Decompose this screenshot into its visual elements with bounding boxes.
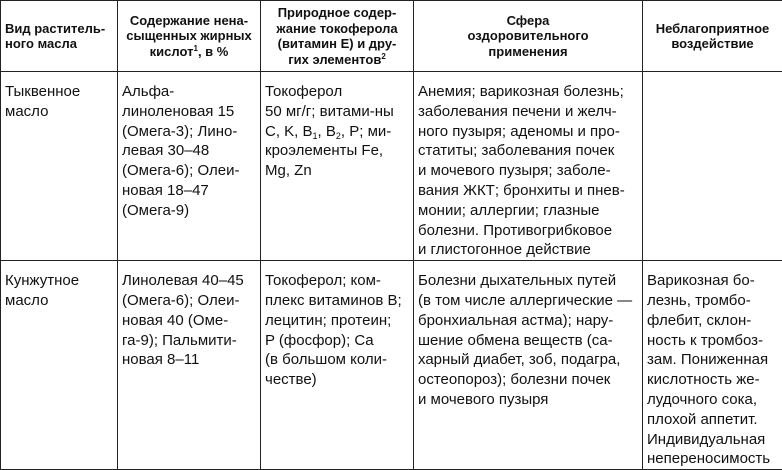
text-line: га-9); Пальмити- xyxy=(122,331,258,351)
header-oil-type xyxy=(1,1,118,72)
text-line: харный диабет, зоб, подагра, xyxy=(418,350,640,370)
cell-oil-name xyxy=(1,72,118,261)
text-line: Сфера xyxy=(417,13,639,29)
table-row xyxy=(1,72,782,261)
text-line: статиты; заболевания почек xyxy=(418,141,640,161)
text-line: новая 40 (Оме- xyxy=(122,311,258,331)
text-line: шение обмена веществ (са- xyxy=(418,331,640,351)
header-application xyxy=(414,1,643,72)
text-line: кислотность же- xyxy=(647,370,780,390)
cell-tocopherol xyxy=(261,261,414,470)
text-line: и глистогонное действие xyxy=(418,240,640,260)
table-row xyxy=(1,261,782,470)
text-line: непереносимость xyxy=(647,449,780,469)
cell-fatty-acids xyxy=(118,261,261,470)
text-line: зам. Пониженная xyxy=(647,350,780,370)
text-line: масло xyxy=(5,291,115,311)
cell-adverse-effects xyxy=(643,261,782,470)
text-line: Анемия; варикозная болезнь; xyxy=(418,82,640,102)
text-line: ность к тромбоз- xyxy=(647,331,780,351)
text-line: (в том числе аллергические — xyxy=(418,291,640,311)
header-tocopherol xyxy=(261,1,414,72)
text-line: (Омега-9) xyxy=(122,201,258,221)
text-line: P (фосфор); Ca xyxy=(265,331,411,351)
text-line: лецитин; протеин; xyxy=(265,311,411,331)
cell-adverse-effects xyxy=(643,72,782,261)
text-line: (Омега-6); Олеи- xyxy=(122,161,258,181)
cell-application xyxy=(414,261,643,470)
text-line: Линолевая 40–45 xyxy=(122,271,258,291)
text-line: гих элементов$^2$ xyxy=(264,52,410,68)
text-line: Природное содер- xyxy=(264,5,410,21)
text-line: применения xyxy=(417,44,639,60)
text-line: C, K, $B_1$, $B_2$, P; ми- xyxy=(265,122,411,142)
text-line: Варикозная бо- xyxy=(647,271,780,291)
text-line: Кунжутное xyxy=(5,271,115,291)
text-line: Токоферол xyxy=(265,82,411,102)
header-adverse-effects xyxy=(643,1,782,72)
text-line: (в большом коли- xyxy=(265,350,411,370)
text-line: кислот$^1$, в % xyxy=(121,44,257,60)
text-line: флебит, склон- xyxy=(647,311,780,331)
cell-tocopherol xyxy=(261,72,414,261)
text-line: вания ЖКТ; бронхиты и пнев- xyxy=(418,181,640,201)
text-line: Болезни дыхательных путей xyxy=(418,271,640,291)
text-line: Mg, Zn xyxy=(265,161,411,181)
text-line: сыщенных жирных xyxy=(121,28,257,44)
text-line: и мочевого пузыря; заболе- xyxy=(418,161,640,181)
text-line: новая 8–11 xyxy=(122,350,258,370)
text-line: заболевания печени и желч- xyxy=(418,102,640,122)
text-line: остеопороз); болезни почек xyxy=(418,370,640,390)
text-line: и мочевого пузыря xyxy=(418,390,640,410)
cell-application xyxy=(414,72,643,261)
text-line: честве) xyxy=(265,370,411,390)
text-line: жание токоферола xyxy=(264,21,410,37)
text-line: масло xyxy=(5,102,115,122)
cell-fatty-acids xyxy=(118,72,261,261)
text-line: Содержание нена- xyxy=(121,13,257,29)
text-line: болезни. Противогрибковое xyxy=(418,221,640,241)
text-line: монии; аллергии; глазные xyxy=(418,201,640,221)
text-line: плохой аппетит. xyxy=(647,410,780,430)
text-line: Вид раститель- xyxy=(5,21,114,37)
text-line: кроэлементы Fe, xyxy=(265,141,411,161)
header-fatty-acids xyxy=(118,1,261,72)
text-line: воздействие xyxy=(646,36,779,52)
text-line: лезнь, тромбо- xyxy=(647,291,780,311)
text-line: 50 мг/г; витами-ны xyxy=(265,102,411,122)
text-line: лудочного сока, xyxy=(647,390,780,410)
text-line: плекс витаминов B; xyxy=(265,291,411,311)
text-line: Тыквенное xyxy=(5,82,115,102)
header-row xyxy=(1,1,782,72)
text-line: левая 30–48 xyxy=(122,141,258,161)
text-line: новая 18–47 xyxy=(122,181,258,201)
cell-oil-name xyxy=(1,261,118,470)
text-line: (витамин Е) и дру- xyxy=(264,36,410,52)
text-line: ного пузыря; аденомы и про- xyxy=(418,122,640,142)
text-line: (Омега-6); Олеи- xyxy=(122,291,258,311)
text-line: Альфа- xyxy=(122,82,258,102)
text-line: Токоферол; ком- xyxy=(265,271,411,291)
text-line: оздоровительного xyxy=(417,28,639,44)
text-line: Неблагоприятное xyxy=(646,21,779,37)
text-line: линоленовая 15 xyxy=(122,102,258,122)
text-line: бронхиальная астма); нару- xyxy=(418,311,640,331)
text-line: (Омега-3); Лино- xyxy=(122,122,258,142)
text-line: ного масла xyxy=(5,36,114,52)
text-line: Индивидуальная xyxy=(647,430,780,450)
